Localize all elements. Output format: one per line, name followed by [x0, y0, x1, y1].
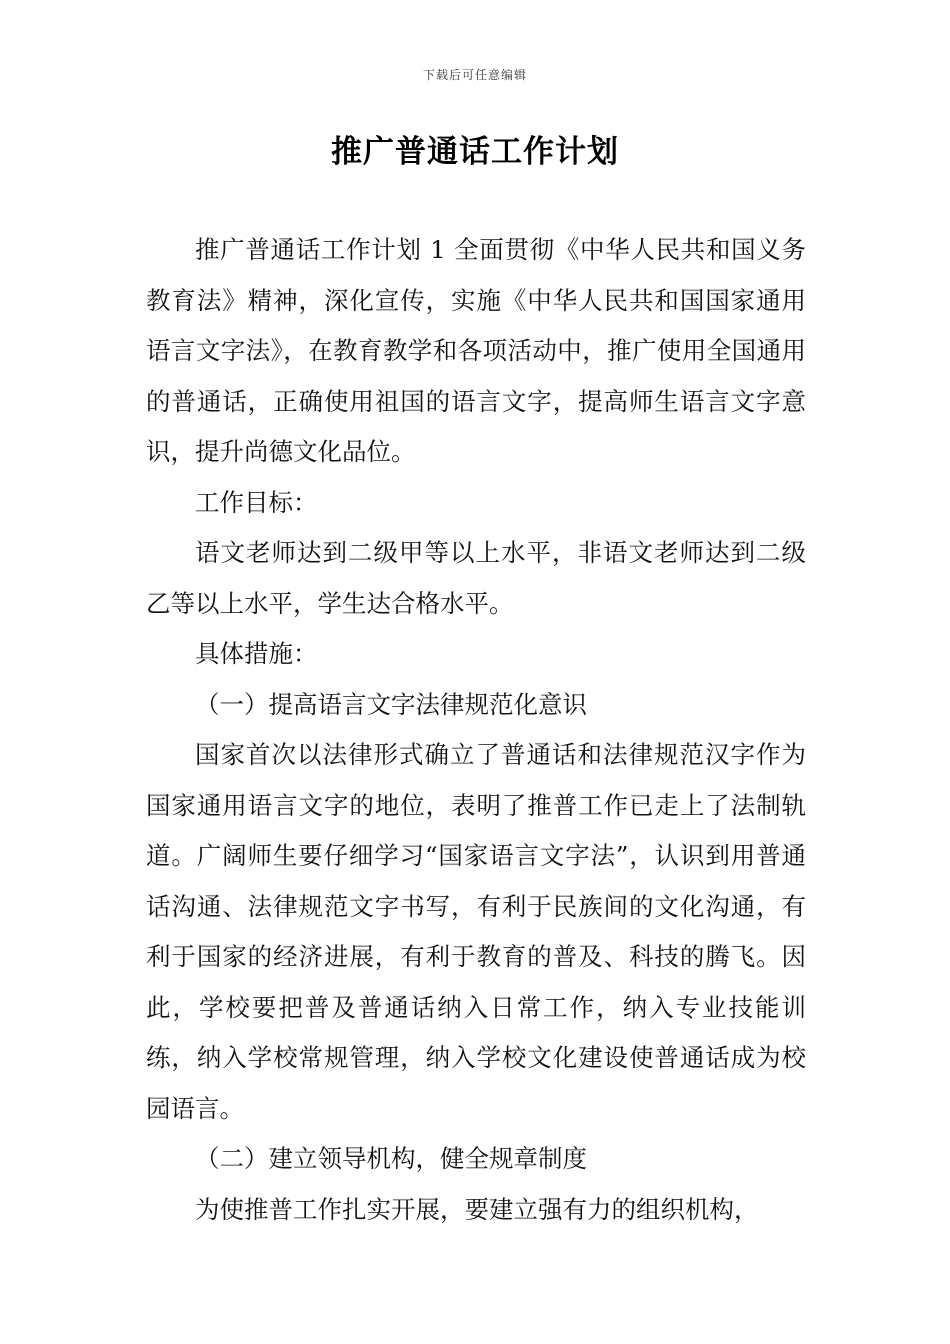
paragraph-section-2: 为使推普工作扎实开展，要建立强有力的组织机构， [195, 1194, 759, 1224]
header-note: 下载后可任意编辑 [422, 68, 527, 82]
paragraph-intro: 推广普通话工作计划 1 全面贯彻《中华人民共和国义务教育法》精神，深化宣传，实施《中华人民共和国国家通用语言文字法》，在教育教学和各项活动中，推广使用全国通用的普通话，正确使用祖国的语言文字，提高师生语言文字意识，提升尚德文化品位。 [146, 235, 806, 466]
paragraph-measures-heading: 具体措施： [195, 639, 318, 668]
section-heading-2: （二）建立领导机构，健全规章制度 [195, 1144, 587, 1173]
document-title: 推广普通话工作计划 [331, 134, 619, 170]
paragraph-section-1: 国家首次以法律形式确立了普通话和法律规范汉字作为国家通用语言文字的地位，表明了推普工作已走上了法制轨道。广阔师生要仔细学习“国家语言文字法”，认识到用普通话沟通、法律规范文字书写，有利于民族间的文化沟通，有利于国家的经济进展，有利于教育的普及、科技的腾飞。因此，学校要把普及普通话纳入日常工作，纳入专业技能训练，纳入学校常规管理，纳入学校文化建设使普通话成为校园语言。 [146, 740, 806, 1123]
document-body [146, 225, 806, 1235]
section-heading-1: （一）提高语言文字法律规范化意识 [195, 689, 587, 719]
paragraph-goal-heading: 工作目标： [195, 487, 318, 517]
paragraph-goal: 语文老师达到二级甲等以上水平，非语文老师达到二级乙等以上水平，学生达合格水平。 [146, 538, 806, 618]
